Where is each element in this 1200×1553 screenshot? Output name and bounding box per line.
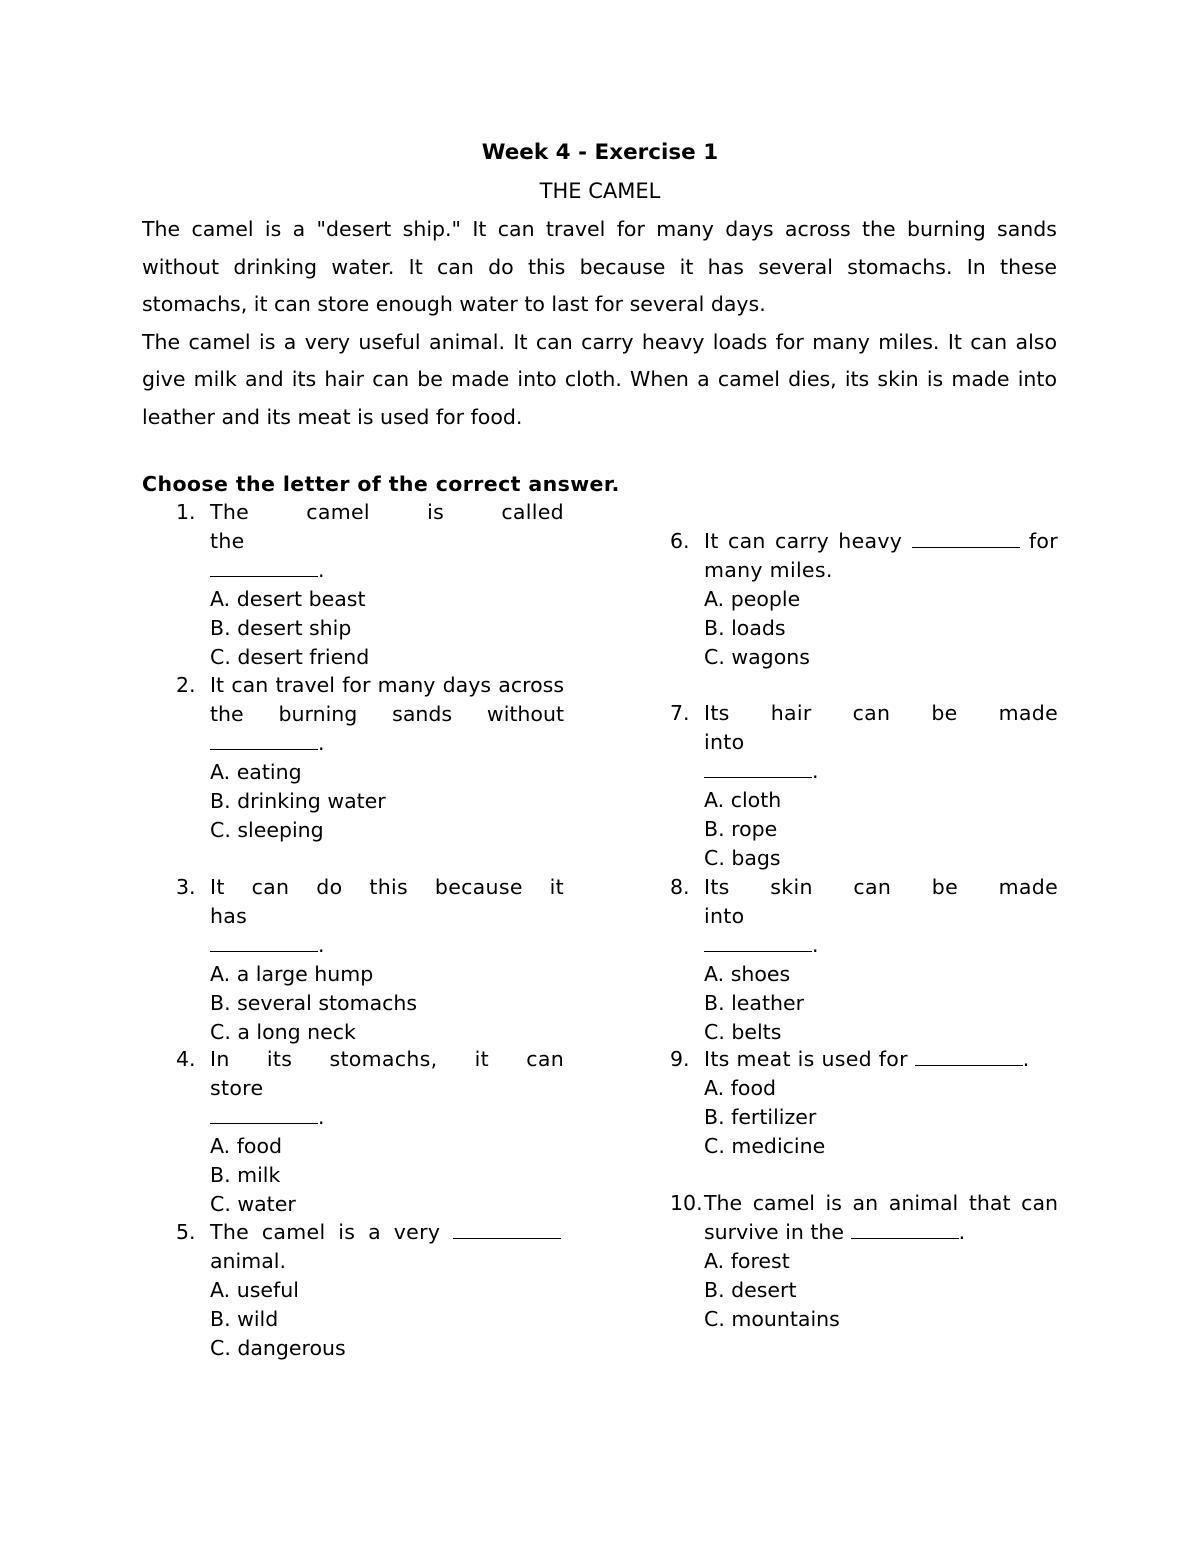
option-a: A. a large hump [210, 962, 374, 986]
option-b: B. milk [210, 1163, 281, 1187]
question-number: 10. [670, 1191, 703, 1215]
question-number: 9. [670, 1047, 690, 1071]
question-number: 7. [670, 701, 690, 725]
option-b: B. leather [704, 991, 805, 1015]
answer-blank [453, 1237, 561, 1239]
question-number: 2. [176, 673, 196, 697]
question-stem: The camel is a very [210, 1218, 564, 1247]
option-a: A. desert beast [210, 587, 366, 611]
answer-blank [210, 575, 318, 577]
option-b: B. desert [704, 1278, 797, 1302]
answer-blank [210, 1122, 318, 1124]
exercise-title: Week 4 - Exercise 1 [481, 140, 719, 165]
question-number: 6. [670, 529, 690, 553]
option-c: C. a long neck [210, 1020, 356, 1044]
question-stem: In its stomachs, it can store [210, 1047, 564, 1100]
option-a: A. shoes [704, 962, 791, 986]
option-a: A. people [704, 587, 801, 611]
option-c: C. dangerous [210, 1336, 346, 1360]
question-1 [176, 498, 564, 672]
answer-blank [210, 748, 318, 750]
question-stem: It can carry heavy for many miles. [704, 529, 1058, 582]
option-a: A. food [210, 1134, 283, 1158]
option-b: B. rope [704, 817, 778, 841]
option-a: A. eating [210, 760, 302, 784]
question-stem: Its meat is used for . [704, 1047, 1030, 1071]
passage-paragraph-2: The camel is a very useful animal. It can carry heavy loads for many miles. It can also give milk and its hair can be made into cloth. When a camel dies, its skin is made into leather and its meat is used for food. [142, 329, 1057, 429]
question-7 [670, 699, 1058, 873]
answer-blank [210, 950, 318, 952]
option-c: C. wagons [704, 645, 810, 669]
question-6 [670, 527, 1058, 672]
question-2 [176, 671, 564, 845]
answer-blank [851, 1237, 959, 1239]
option-b: B. loads [704, 616, 786, 640]
story-title: THE CAMEL [539, 179, 661, 203]
question-4 [176, 1045, 564, 1219]
option-b: B. desert ship [210, 616, 352, 640]
option-c: C. mountains [704, 1307, 840, 1331]
option-c: C. desert friend [210, 645, 370, 669]
instruction-heading: Choose the letter of the correct answer. [142, 472, 620, 496]
question-number: 3. [176, 875, 196, 899]
question-number: 5. [176, 1220, 196, 1244]
question-stem: Its skin can be made into [704, 875, 1058, 928]
answer-blank [704, 776, 812, 778]
option-b: B. fertilizer [704, 1105, 817, 1129]
question-stem: The camel is an animal that can survive in the . [704, 1191, 1058, 1244]
answer-blank [915, 1064, 1023, 1066]
option-c: C. bags [704, 846, 781, 870]
question-stem-blank: . [210, 1103, 564, 1132]
question-stem: The camel is called the [210, 500, 564, 553]
question-number: 4. [176, 1047, 196, 1071]
answer-blank [704, 950, 812, 952]
option-a: A. cloth [704, 788, 782, 812]
passage-paragraph-1: The camel is a "desert ship." It can travel for many days across the burning sands without drinking water. It can do this because it has several stomachs. In these stomachs, it can store enough water to last for several days. [142, 217, 1057, 316]
question-10 [670, 1189, 1058, 1334]
option-c: C. water [210, 1192, 296, 1216]
question-stem-blank: . [704, 931, 1058, 960]
question-stem: It can travel for many days across the burning sands without . [210, 673, 564, 755]
question-3 [176, 873, 564, 1047]
option-a: A. food [704, 1076, 777, 1100]
option-c: C. belts [704, 1020, 782, 1044]
option-b: B. drinking water [210, 789, 386, 813]
option-b: B. wild [210, 1307, 279, 1331]
question-stem-blank: . [210, 556, 564, 585]
question-number: 8. [670, 875, 690, 899]
option-c: C. medicine [704, 1134, 826, 1158]
question-stem-end: animal. [210, 1249, 286, 1273]
question-stem-blank: . [704, 757, 1058, 786]
question-9 [670, 1045, 1058, 1161]
reading-passage [142, 211, 1057, 436]
answer-blank [912, 546, 1020, 548]
option-a: A. forest [704, 1249, 790, 1273]
option-a: A. useful [210, 1278, 299, 1302]
question-stem: Its hair can be made into [704, 701, 1058, 754]
option-b: B. several stomachs [210, 991, 418, 1015]
question-8 [670, 873, 1058, 1047]
question-5 [176, 1218, 564, 1363]
question-stem-blank: . [210, 931, 564, 960]
question-number: 1. [176, 500, 196, 524]
option-c: C. sleeping [210, 818, 324, 842]
question-stem: It can do this because it has [210, 875, 564, 928]
